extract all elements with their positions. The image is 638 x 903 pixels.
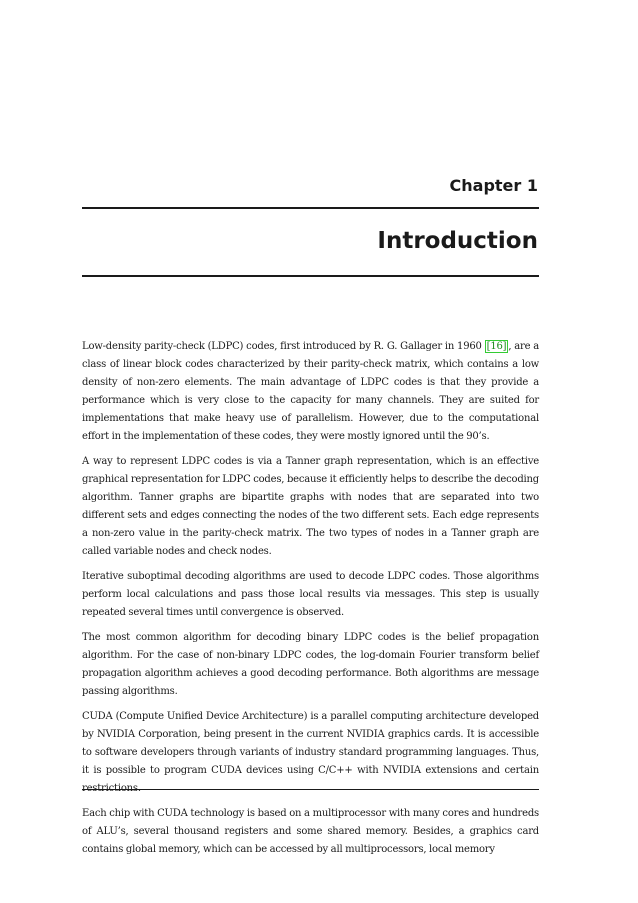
- paragraph-6: Each chip with CUDA technology is based on a multiprocessor with many cores and hundreds of ALU’s, several thousand registers and some shared memory. Besides, a graphics card contains global memory, which can be accessed by all multiprocessors, local memory: [82, 808, 539, 855]
- body-text: [82, 338, 539, 866]
- citation-link[interactable]: [16]: [486, 341, 507, 352]
- paragraph-5: CUDA (Compute Unified Device Architecture) is a parallel computing architecture developed by NVIDIA Corporation, being present in the current NVIDIA graphics cards. It is accessible to software developers through variants of industry standard programming languages. Thus, it is possible to program CUDA devices using C/C++ with NVIDIA extensions and certain: [82, 711, 539, 776]
- chapter-title: Introduction: [377, 228, 538, 254]
- chapter-rule-bottom: [82, 275, 539, 277]
- chapter-rule-top: [82, 207, 539, 209]
- paragraph-3: Iterative suboptimal decoding algorithms are used to decode LDPC codes. Those algorithms perform local calculations and pass those local results via messages. This step is usually repeated several times until convergence is observed.: [82, 571, 539, 618]
- footer-rule: [82, 789, 539, 790]
- chapter-label: Chapter 1: [449, 176, 538, 195]
- paragraph-1-text-after: , are a class of linear block codes characterized by their parity-check matrix, which contains a low density of non-zero elements. The main advantage of LDPC codes is that they provide a performance which is very close to the capacity for many channels. They are suited for implementations that make heavy use of parallelism. However, due to the computational effort in the implementation of these codes, they were mostly ignored until the 90’s.: [82, 341, 539, 442]
- paragraph-1-text-before: Low-density parity-check (LDPC) codes, first introduced by R. G. Gallager in 1960: [82, 341, 485, 352]
- paragraph-2: A way to represent LDPC codes is via a Tanner graph representation, which is an effective graphical representation for LDPC codes, because it efficiently helps to describe the decoding algorithm. Tanner graphs are bipartite graphs with nodes that are separated into two different sets and edges connecting the nodes of the two different sets. Each edge represents a non-zero value in the parity-check matrix. The two types of nodes in a Tanner graph are called variable nodes and check nodes.: [82, 456, 539, 557]
- paragraph-4: The most common algorithm for decoding binary LDPC codes is the belief propagation algorithm. For the case of non-binary LDPC codes, the log-domain Fourier transform belief propagation algorithm achieves a good decoding performance. Both algorithms are message passing algorithms.: [82, 632, 539, 697]
- paragraph-1: [82, 338, 539, 446]
